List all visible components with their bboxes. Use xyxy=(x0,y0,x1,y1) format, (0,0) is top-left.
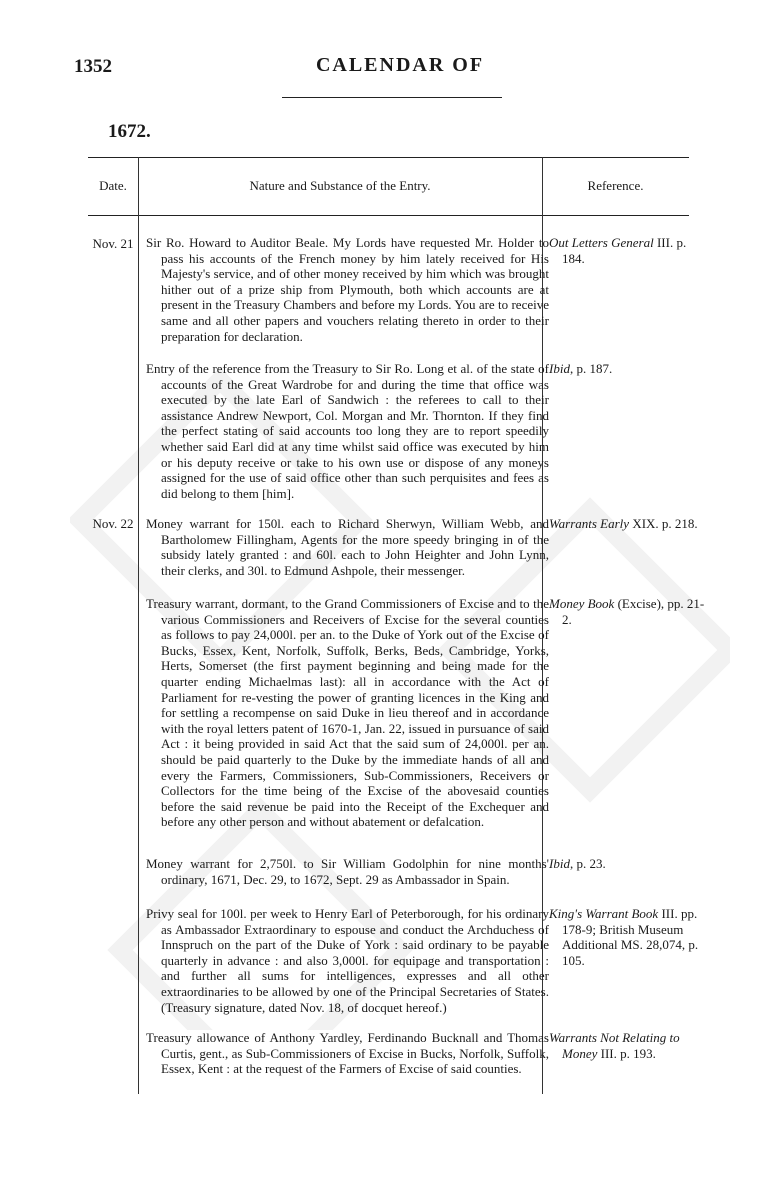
reference-location: III. p. 184. xyxy=(562,235,687,266)
entry-text: Sir Ro. Howard to Auditor Beale. My Lords have requested Mr. Holder to pass his accounts of the French money by him lately received for His Majesty's service, and of other money received by him which was brought hither out of a prize ship from Plymouth, both which accounts are at present in the Treasury Chambers and before my Lords. You are to receive same and all other papers and vouchers relating thereto in order to their preparation for declaration. xyxy=(146,235,549,344)
column-header-date: Date. xyxy=(99,178,127,193)
reference-source: Money Book xyxy=(549,596,615,611)
entry-reference xyxy=(549,856,712,872)
entry-text: Money warrant for 150l. each to Richard Sherwyn, William Webb, and Bartholomew Fillingham, Agents for the more speedy bringing in of the subsidy lately granted : and 60l. each to John Heighter and John Lynn, their clerks, and 30l. to Edmund Ashpole, their messenger. xyxy=(146,516,549,578)
reference-location: (Excise), pp. 21-2. xyxy=(562,596,705,627)
reference-source: Ibid xyxy=(549,856,570,871)
entry-date: Nov. 21 xyxy=(92,236,134,251)
entry-text: Money warrant for 2,750l. to Sir William Godolphin for nine months' ordinary, 1671, Dec. 29, to 1672, Sept. 29 as Ambassador in Spain. xyxy=(146,856,549,887)
reference-source: Warrants Not Relating to Money xyxy=(549,1030,680,1061)
entry-reference xyxy=(549,235,712,266)
table-header-rule xyxy=(88,215,689,216)
entry-text: Privy seal for 100l. per week to Henry Earl of Peterborough, for his ordinary as Ambassador Extraordinary to espouse and conduct the Archduchess of Innspruch on the part of the Duke of York : said ordinary to be payable quarterly in advance : and also 3,000l. for equipage and transportation : and further all sums for intelligences, expresses and all other extraordinaries to be allowed by one of the Principal Secretaries of States. (Treasury signature, dated Nov. 18, of docquet hereof.) xyxy=(146,906,549,1015)
reference-source: Ibid xyxy=(549,361,570,376)
reference-location: , p. 187. xyxy=(569,361,613,376)
reference-source: Warrants Early xyxy=(549,516,630,531)
entry-reference xyxy=(549,516,712,532)
reference-source: King's Warrant Book xyxy=(549,906,659,921)
entry-text: Entry of the reference from the Treasury to Sir Ro. Long et al. of the state of accounts of the Great Wardrobe for and during the time that office was executed by the late Earl of Sandwich : the referees to call to their assistance Andrew Newport, Col. Morgan and Mr. Thornton. If they find the perfect stating of said accounts too long they are to report speedily whether said Earl did at any time whilst said office was executed by him or his deputy receive or take to his own use or dispose of any moneys assigned for the use of said office other than such perquisites and fees as did belong to them [him]. xyxy=(146,361,549,501)
column-header-nature: Nature and Substance of the Entry. xyxy=(249,178,431,193)
year-heading: 1672. xyxy=(108,121,151,142)
running-title: CALENDAR OF xyxy=(315,54,485,76)
entry-reference xyxy=(549,361,712,377)
entry-reference xyxy=(549,596,712,627)
reference-source: Out Letters General xyxy=(549,235,654,250)
entry-text: Treasury warrant, dormant, to the Grand Commissioners of Excise and to the various Commissioners and Receivers of Excise for the several counties as follows to pay 24,000l. per an. to the Duke of York out of the Excise of Bucks, Essex, Kent, Norfolk, Suffolk, Berks, Beds, Cambridge, Yorks, Herts, Somerset (the first payment beginning and being made for the quarter ending Michaelmas last): all in accordance with the Act of Parliament for re-vesting the power of granting licences in the King and for settling a recompense on said Duke in lieu thereof and in accordance with the royal letters patent of 1670-1, Jan. 22, issued in pursuance of said Act : it being provided in said Act that the said sum of 24,000l. per an. should be paid quarterly to the Duke by the immediate hands of all and every the Farmers, Commissioners, Sub-Commissioners, Receivers or Collectors for the time being of the Excise of the abovesaid counties before the said revenue be paid into the Receipt of the Exchequer and before any other person and without abatement or defalcation. xyxy=(146,596,549,830)
reference-location: XIX. p. 218. xyxy=(629,516,698,531)
entry-reference xyxy=(549,906,712,968)
reference-location: III. p. 193. xyxy=(597,1045,656,1061)
column-divider xyxy=(138,157,139,1094)
entry-text: Treasury allowance of Anthony Yardley, Ferdinando Bucknall and Thomas Curtis, gent., as Sub-Commissioners of Excise in Bucks, Norfolk, Suffolk, Essex, Kent : at the request of the Farmers of Excise of said counties. xyxy=(146,1030,549,1077)
entry-date: Nov. 22 xyxy=(92,516,134,531)
column-header-reference: Reference. xyxy=(587,178,644,193)
entry-reference xyxy=(549,1030,712,1061)
reference-location: , p. 23. xyxy=(569,856,606,871)
table-top-rule xyxy=(88,157,689,158)
reference-location: III. pp. 178-9; British Museum Additional MS. 28,074, p. 105. xyxy=(562,906,699,968)
page-number: 1352 xyxy=(74,56,112,77)
header-rule xyxy=(282,97,502,98)
